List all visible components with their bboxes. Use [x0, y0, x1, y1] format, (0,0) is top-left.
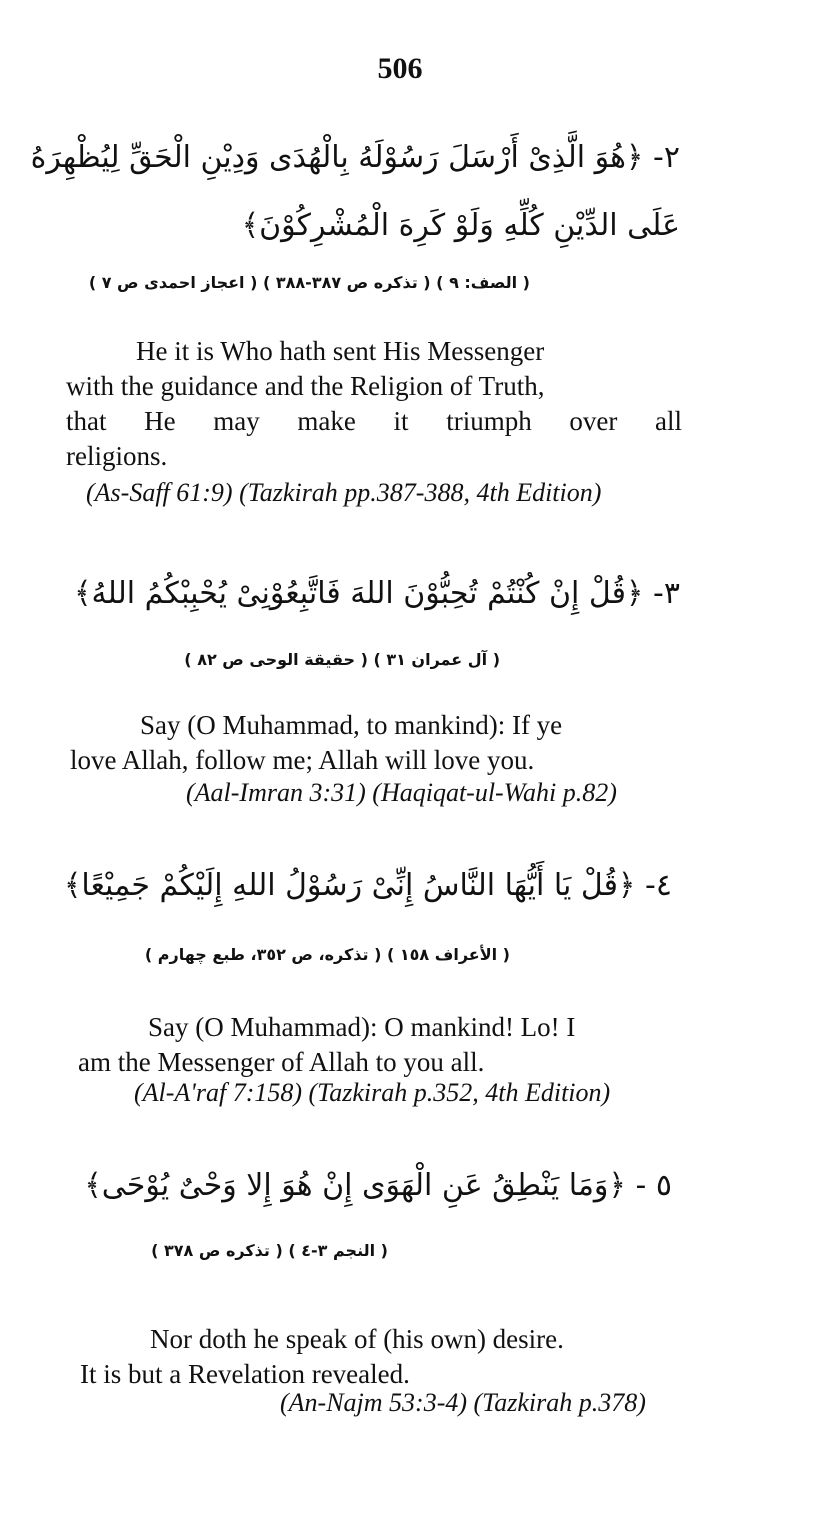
arabic-verse-2: [31, 124, 680, 260]
english-translation: [78, 1010, 698, 1080]
citation: (An-Najm 53:3-4) (Tazkirah p.378): [280, 1388, 646, 1417]
translation-line: Nor doth he speak of (his own) desire.: [150, 1324, 564, 1354]
arabic-reference: ( الأعراف ١٥٨ ) ( تذكره، ص ٣٥٢، طبع چهارم ): [144, 945, 510, 964]
citation: (Al-A'raf 7:158) (Tazkirah p.352, 4th Edition): [134, 1078, 611, 1107]
arabic-reference: ( الصف: ٩ ) ( تذكره ص ٣٨٧-٣٨٨ ) ( اعجاز احمدى ص ٧ ): [88, 273, 530, 292]
translation-line: with the guidance and the Religion of Truth,: [66, 371, 545, 401]
arabic-line: ٢- ﴿هُوَ الَّذِىْ أَرْسَلَ رَسُوْلَهُ بِالْهُدَى وَدِيْنِ الْحَقِّ لِيُظْهِرَهُ: [30, 140, 680, 175]
arabic-verse-3: [74, 560, 680, 628]
translation-line: am the Messenger of Allah to you all.: [78, 1047, 485, 1077]
page-number: 506: [377, 52, 423, 85]
arabic-verse-5: [84, 1152, 672, 1220]
citation: (Aal-Imran 3:31) (Haqiqat-ul-Wahi p.82): [186, 778, 617, 807]
english-translation: [66, 334, 682, 474]
translation-line: religions.: [66, 441, 168, 471]
arabic-line: ٤- ﴿قُلْ يَا أَيُّهَا النَّاسُ إِنِّىْ رَسُوْلُ اللهِ إِلَيْكُمْ جَمِيْعًا﴾: [63, 868, 672, 903]
citation: (As-Saff 61:9) (Tazkirah pp.387-388, 4th Edition): [86, 478, 602, 507]
arabic-line: ٥ - ﴿وَمَا يَنْطِقُ عَنِ الْهَوَى إِنْ هُوَ إِلا وَحْىٌ يُوْحَى﴾: [84, 1168, 672, 1203]
arabic-line: عَلَى الدِّيْنِ كُلِّهِ وَلَوْ كَرِهَ الْمُشْرِكُوْنَ﴾: [241, 208, 680, 243]
translation-line: that He may make it triumph over all: [66, 406, 682, 436]
translation-line: He it is Who hath sent His Messenger: [136, 336, 545, 366]
translation-line: Say (O Muhammad, to mankind): If ye: [140, 710, 563, 740]
arabic-reference: ( آل عمران ٣١ ) ( حقيقة الوحى ص ٨٢ ): [184, 650, 500, 669]
arabic-line: ٣- ﴿قُلْ إِنْ كُنْتُمْ تُحِبُّوْنَ اللهَ فَاتَّبِعُوْنِىْ يُحْبِبْكُمُ اللهُ﴾: [73, 576, 680, 611]
translation-line: love Allah, follow me; Allah will love you.: [70, 745, 535, 775]
english-translation: [80, 1322, 700, 1392]
arabic-reference: ( النجم ٣-٤ ) ( تذكره ص ٣٧٨ ): [151, 1241, 388, 1260]
arabic-verse-4: [64, 852, 672, 920]
english-translation: [70, 708, 690, 778]
translation-line: It is but a Revelation revealed.: [80, 1359, 410, 1389]
translation-line: Say (O Muhammad): O mankind! Lo! I: [148, 1012, 576, 1042]
